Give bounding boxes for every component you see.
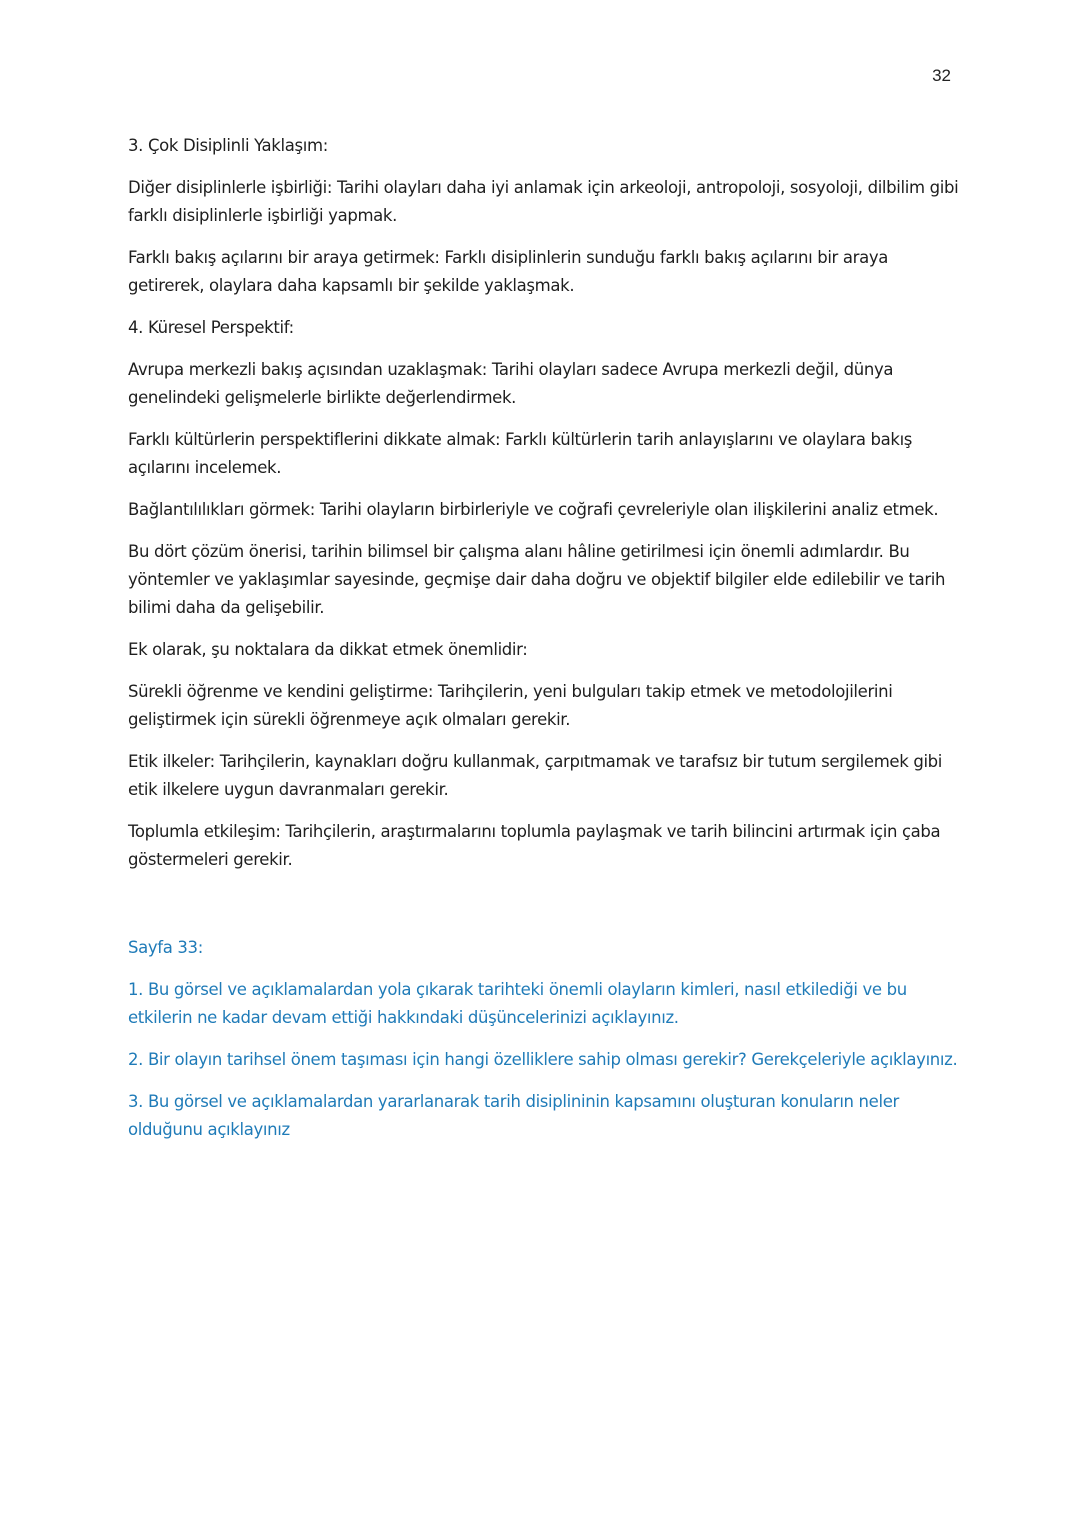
paragraph-continuous-learning: Sürekli öğrenme ve kendini geliştirme: Tarihçilerin, yeni bulguları takip etmek ve metodolojilerini geliştirmek için sürekli öğrenmeye açık olmaları gerekir. [128, 682, 893, 729]
question-3: 3. Bu görsel ve açıklamalardan yararlanarak tarih disiplininin kapsamını oluşturan konuların neler olduğunu açıklayınız [128, 1092, 899, 1139]
question-1: 1. Bu görsel ve açıklamalardan yola çıkarak tarihteki önemli olayların kimleri, nasıl etkilediği ve bu etkilerin ne kadar devam ettiği hakkındaki düşüncelerinizi açıklayınız. [128, 980, 907, 1027]
document-body [128, 132, 963, 1158]
section-3-heading: 3. Çok Disiplinli Yaklaşım: [128, 136, 328, 155]
paragraph-society-interaction: Toplumla etkileşim: Tarihçilerin, araştırmalarını toplumla paylaşmak ve tarih bilincini artırmak için çaba göstermeleri gerekir. [128, 822, 941, 869]
paragraph-ethics: Etik ilkeler: Tarihçilerin, kaynakları doğru kullanmak, çarpıtmamak ve tarafsız bir tutum sergilemek gibi etik ilkelere uygun davranmaları gerekir. [128, 752, 943, 799]
section-spacer [128, 888, 963, 934]
questions-heading: Sayfa 33: [128, 938, 203, 957]
section-4-heading: 4. Küresel Perspektif: [128, 318, 294, 337]
paragraph-summary: Bu dört çözüm önerisi, tarihin bilimsel bir çalışma alanı hâline getirilmesi için önemli adımlardır. Bu yöntemler ve yaklaşımlar sayesinde, geçmişe dair daha doğru ve objektif bilgiler elde edilebilir ve tarih bilimi daha da gelişebilir. [128, 542, 946, 617]
paragraph-cultural-perspectives: Farklı kültürlerin perspektiflerini dikkate almak: Farklı kültürlerin tarih anlayışlarını ve olaylara bakış açılarını incelemek. [128, 430, 913, 477]
paragraph-eurocentrism: Avrupa merkezli bakış açısından uzaklaşmak: Tarihi olayları sadece Avrupa merkezli değil, dünya genelindeki gelişmelerle birlikte değerlendirmek. [128, 360, 894, 407]
paragraph-different-perspectives: Farklı bakış açılarını bir araya getirmek: Farklı disiplinlerin sunduğu farklı bakış açılarını bir araya getirerek, olaylara daha kapsamlı bir şekilde yaklaşmak. [128, 248, 889, 295]
page-number: 32 [932, 66, 951, 85]
question-2: 2. Bir olayın tarihsel önem taşıması için hangi özelliklere sahip olması gerekir? Gerekçeleriyle açıklayınız. [128, 1050, 958, 1069]
paragraph-interdisciplinary-cooperation: Diğer disiplinlerle işbirliği: Tarihi olayları daha iyi anlamak için arkeoloji, antropoloji, sosyoloji, dilbilim gibi farklı disiplinlerle işbirliği yapmak. [128, 178, 959, 225]
paragraph-additional-points: Ek olarak, şu noktalara da dikkat etmek önemlidir: [128, 640, 528, 659]
paragraph-connections: Bağlantılılıkları görmek: Tarihi olayların birbirleriyle ve coğrafi çevreleriyle olan ilişkilerini analiz etmek. [128, 500, 939, 519]
